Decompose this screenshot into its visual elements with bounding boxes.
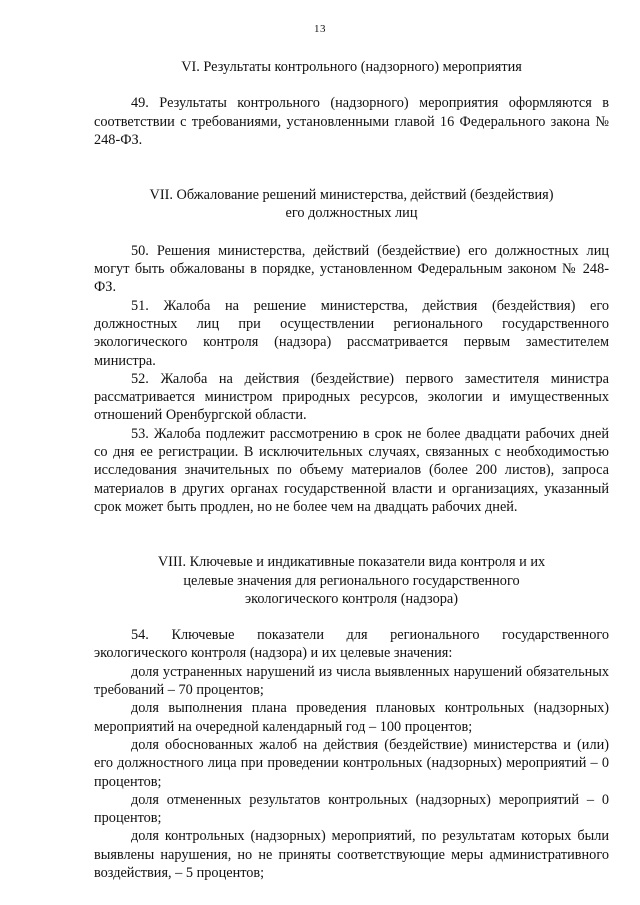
- indicator-item: доля устраненных нарушений из числа выявленных нарушений обязательных требований – 70 процентов;: [94, 663, 609, 699]
- section-6-heading: VI. Результаты контрольного (надзорного) мероприятия: [181, 59, 522, 75]
- document-body: [94, 58, 609, 882]
- paragraph-53: 53. Жалоба подлежит рассмотрению в срок не более двадцати рабочих дней со дня ее регистрации. В исключительных случаях, связанных с необходимостью исследования значительных по объему материалов (более 200 листов), запроса материалов в других органах государственной власти и организациях, указанный срок может быть продлен, но не более чем на двадцать рабочих дней.: [94, 425, 609, 515]
- indicator-item: доля выполнения плана проведения плановых контрольных (надзорных) мероприятий на очередной календарный год – 100 процентов;: [94, 700, 609, 735]
- section-8-heading-line-1: VIII. Ключевые и индикативные показатели вида контроля и их: [157, 554, 546, 571]
- indicator-item: доля обоснованных жалоб на действия (бездействие) министерства и (или) его должностного лица при проведении контрольных (надзорных) мероприятий – 0 процентов;: [94, 736, 609, 790]
- paragraph-49: 49. Результаты контрольного (надзорного) мероприятия оформляются в соответствии с требованиями, установленными главой 16 Федерального закона № 248-ФЗ.: [94, 95, 609, 148]
- indicator-item: доля отмененных результатов контрольных (надзорных) мероприятий – 0 процентов;: [94, 791, 609, 827]
- section-7-heading-line-2: его должностных лиц: [285, 205, 418, 222]
- indicator-item: доля контрольных (надзорных) мероприятий, по результатам которых были выявлены нарушения, но не приняты соответствующие меры административного воздействия, – 5 процентов;: [94, 828, 609, 881]
- paragraph-50: 50. Решения министерства, действий (бездействие) его должностных лиц могут быть обжалованы в порядке, установленном Федеральным законом № 248-ФЗ.: [94, 242, 609, 296]
- section-7-heading: [94, 186, 609, 223]
- page-number: 13: [314, 23, 326, 35]
- paragraph-52: 52. Жалоба на действия (бездействие) первого заместителя министра рассматривается министром природных ресурсов, экологии и имущественных отношений Оренбургской области.: [94, 370, 609, 424]
- section-7-heading-line-1: VII. Обжалование решений министерства, действий (бездействия): [149, 187, 554, 204]
- section-8-heading-line-3: экологического контроля (надзора): [245, 590, 458, 607]
- section-8-heading: [94, 553, 609, 608]
- section-8-heading-line-2: целевые значения для регионального государственного: [183, 572, 520, 589]
- paragraph-54: 54. Ключевые показатели для регионального государственного экологического контроля (надзора) и их целевые значения:: [94, 627, 609, 662]
- paragraph-51: 51. Жалоба на решение министерства, действия (бездействия) его должностных лиц при осуществлении регионального государственного экологического контроля (надзора) рассматривается первым заместителем министра.: [94, 297, 609, 369]
